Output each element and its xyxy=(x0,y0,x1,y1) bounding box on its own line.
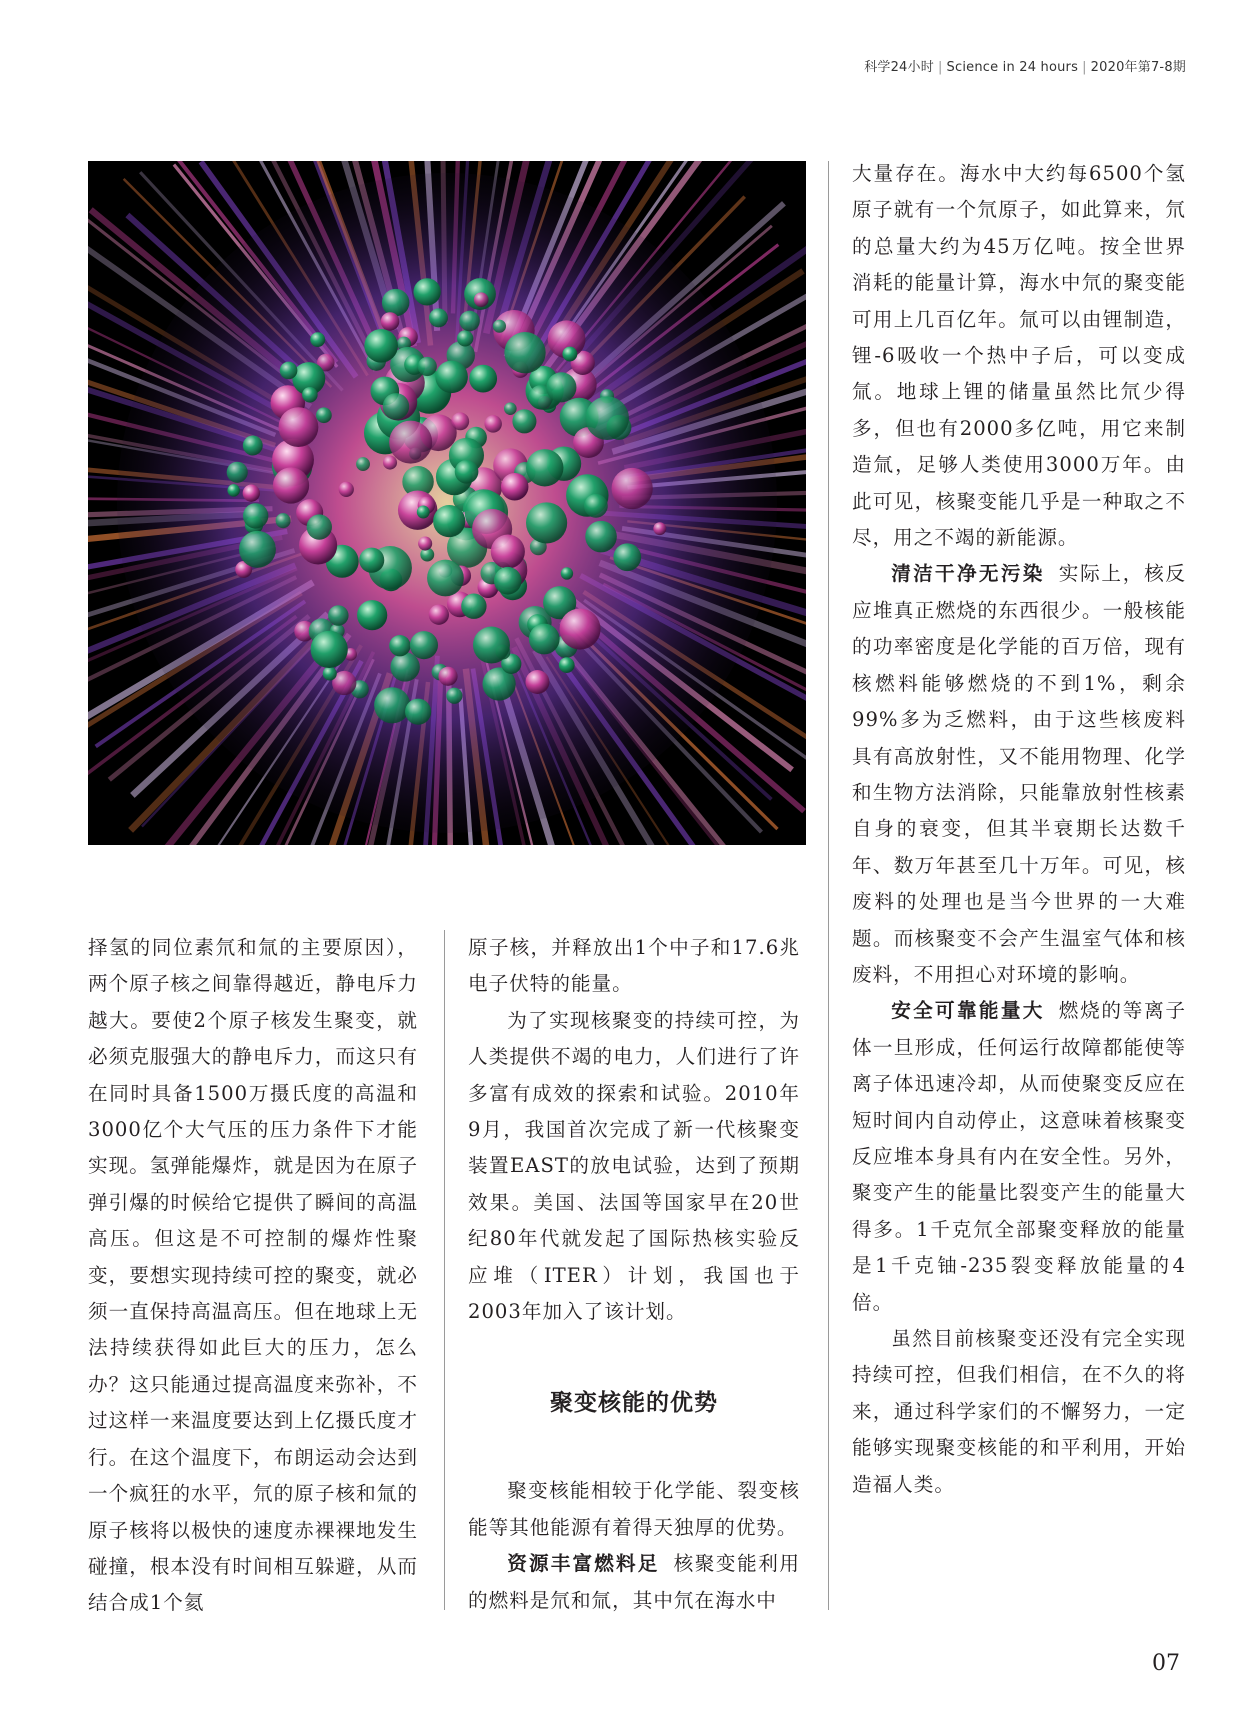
nucleon xyxy=(484,415,501,432)
nucleon xyxy=(529,624,560,655)
col2-paragraph-3: 聚变核能相较于化学能、裂变核能等其他能源有着得天独厚的优势。 xyxy=(468,1479,800,1539)
nucleon xyxy=(307,514,332,539)
nucleon xyxy=(473,627,510,664)
nucleon xyxy=(389,421,432,464)
nucleon xyxy=(389,635,410,656)
nucleon xyxy=(493,320,506,333)
nucleon xyxy=(429,308,448,327)
nucleon xyxy=(469,365,497,393)
nucleon xyxy=(381,312,400,331)
nucleon xyxy=(364,329,398,363)
nucleon xyxy=(494,567,522,595)
nucleon xyxy=(323,667,337,681)
nucleon xyxy=(562,347,577,362)
nucleon xyxy=(446,688,462,704)
nucleon xyxy=(227,462,248,483)
nucleon xyxy=(357,600,387,630)
col3-paragraph-1: 大量存在。海水中大约每6500个氢原子就有一个氘原子，如此算来，氘的总量大约为45万亿吨。按全世界消耗的能量计算，海水中氘的聚变能可用上几百亿年。氚可以由锂制造，锂-6吸收一个热中子后，可以变成氚。地球上锂的储量虽然比氘少得多，但也有2000多亿吨，用它来制造氚，足够人类使用3000万年。由此可见，核聚变能几乎是一种取之不尽，用之不竭的新能源。 xyxy=(852,162,1186,550)
nucleon xyxy=(561,567,573,579)
nucleon xyxy=(418,537,432,551)
subheading-resources: 资源丰富燃料足 xyxy=(507,1552,660,1576)
nucleon xyxy=(504,402,517,415)
column-rule-1 xyxy=(444,930,445,1610)
nucleon xyxy=(427,560,464,597)
nucleon xyxy=(390,652,419,681)
nucleon xyxy=(417,506,430,519)
col2-paragraph-2: 为了实现核聚变的持续可控，为人类提供不竭的电力，人们进行了许多富有成效的探索和试验。2010年9月，我国首次完成了新一代核聚变装置EAST的放电试验，达到了预期效果。美国、法国等国家早在20世纪80年代就发起了国际热核实验反应堆（ITER）计划，我国也于2003年加入了该计划。 xyxy=(468,1008,800,1324)
subheading-safe: 安全可靠能量大 xyxy=(891,999,1045,1023)
nucleon xyxy=(457,330,473,346)
nucleon xyxy=(438,667,457,686)
section-heading: 聚变核能的优势 xyxy=(550,1390,718,1417)
nucleon xyxy=(418,357,437,376)
nucleon xyxy=(613,543,641,571)
nucleon xyxy=(451,412,469,430)
running-header xyxy=(864,56,1186,75)
nucleon xyxy=(383,456,397,470)
header-separator: | xyxy=(937,60,943,75)
subheading-clean: 清洁干净无污染 xyxy=(891,562,1045,586)
nucleon xyxy=(560,608,601,649)
fusion-illustration xyxy=(88,161,806,845)
nucleon xyxy=(585,396,629,440)
nucleon xyxy=(243,485,260,502)
nucleon xyxy=(383,393,410,420)
nucleon xyxy=(504,332,545,373)
magazine-english-name: Science in 24 hours xyxy=(946,60,1079,75)
nucleon xyxy=(273,467,309,503)
nucleon xyxy=(612,468,653,509)
nucleon xyxy=(559,657,575,673)
nucleon xyxy=(279,407,319,447)
nucleon xyxy=(310,332,325,347)
nucleon xyxy=(584,494,608,518)
nucleon xyxy=(302,387,318,403)
nucleon xyxy=(474,292,489,307)
nucleon xyxy=(491,535,525,569)
col2-paragraph-1: 原子核，并释放出1个中子和17.6兆电子伏特的能量。 xyxy=(468,936,800,996)
column-3 xyxy=(852,156,1186,1503)
col3-paragraph-2 xyxy=(852,556,1186,993)
nucleon xyxy=(243,436,263,456)
nucleon xyxy=(526,502,567,543)
nucleon xyxy=(461,594,486,619)
col3-paragraph-3-text: 燃烧的等离子体一旦形成，任何运行故障都能使等离子体迅速冷却，从而使聚变反应在短时间内自动停止，这意味着核聚变反应堆本身具有内在安全性。另外，聚变产生的能量比裂变产生的能量大得多。1千克氘全部聚变释放的能量是1千克铀-235裂变释放能量的4倍。 xyxy=(852,999,1187,1314)
nucleon xyxy=(382,289,409,316)
header-separator: | xyxy=(1082,60,1087,75)
nucleon xyxy=(356,457,370,471)
nucleon xyxy=(433,505,465,537)
col2-paragraph-4-text: 核聚变能利用的燃料是氘和氚，其中氘在海水中 xyxy=(468,1552,801,1612)
col3-paragraph-3 xyxy=(852,993,1186,1321)
nucleon xyxy=(410,631,438,659)
magazine-name: 科学24小时 xyxy=(864,60,934,75)
page-number: 07 xyxy=(1152,1651,1180,1676)
issue-number: 2020年第7-8期 xyxy=(1090,60,1186,75)
nucleon xyxy=(374,687,410,723)
nucleon xyxy=(525,670,549,694)
column-2 xyxy=(468,930,800,1619)
fusion-illustration-graphic xyxy=(88,161,806,845)
col2-paragraph-4 xyxy=(468,1546,800,1619)
col1-paragraph: 择氢的同位素氘和氚的主要原因），两个原子核之间靠得越近，静电斥力越大。要使2个原子核发生聚变，就必须克服强大的静电斥力，而这只有在同时具备1500万摄氏度的高温和3000亿个大气压的压力条件下才能实现。氢弹能爆炸，就是因为在原子弹引爆的时候给它提供了瞬间的高温高压。但这是不可控制的爆炸性聚变，要想实现持续可控的聚变，就必须一直保持高温高压。但在地球上无法持续获得如此巨大的压力，怎么办？这只能通过提高温度来弥补，不过这样一来温度要达到上亿摄氏度才行。在这个温度下，布朗运动会达到一个疯狂的水平，氘的原子核和氚的原子核将以极快的速度赤裸裸地发生碰撞，根本没有时间相互躲避，从而结合成1个氦 xyxy=(88,936,418,1615)
nucleon xyxy=(339,482,354,497)
core-glow xyxy=(117,173,777,833)
nucleon xyxy=(585,521,617,553)
col3-paragraph-4: 虽然目前核聚变还没有完全实现持续可控，但我们相信，在不久的将来，通过科学家们的不懈努力，一定能够实现聚变核能的和平利用，开始造福人类。 xyxy=(852,1327,1186,1496)
nucleon xyxy=(435,361,467,393)
nucleon xyxy=(280,362,298,380)
column-1 xyxy=(88,930,418,1622)
nucleon xyxy=(328,605,349,626)
col3-paragraph-2-text: 实际上，核反应堆真正燃烧的东西很少。一般核能的功率密度是化学能的百万倍，现有核燃料能够燃烧的不到1%，剩余99%多为乏燃料，由于这些核废料具有高放射性，又不能用物理、化学和生物方法消除，只能靠放射性核素自身的衰变，但其半衰期长达数千年、数万年甚至几十万年。可见，核废料的处理也是当今世界的一大难题。而核聚变不会产生温室气体和核废料，不用担心对环境的影响。 xyxy=(852,562,1187,986)
nucleon xyxy=(316,407,332,423)
nucleon xyxy=(276,513,291,528)
nucleon xyxy=(459,311,480,332)
nucleon xyxy=(526,449,563,486)
nucleon xyxy=(413,278,440,305)
nucleon xyxy=(429,605,449,625)
nucleon xyxy=(512,409,536,433)
nucleon xyxy=(455,460,479,484)
nucleon xyxy=(243,503,268,528)
nucleon xyxy=(239,531,276,568)
column-rule-2 xyxy=(828,161,829,1610)
nucleon xyxy=(501,473,529,501)
nucleon xyxy=(359,548,384,573)
nucleon xyxy=(653,522,666,535)
nucleon xyxy=(546,372,576,402)
nucleon xyxy=(405,699,431,725)
nucleon xyxy=(227,484,239,496)
nucleon xyxy=(311,631,348,668)
